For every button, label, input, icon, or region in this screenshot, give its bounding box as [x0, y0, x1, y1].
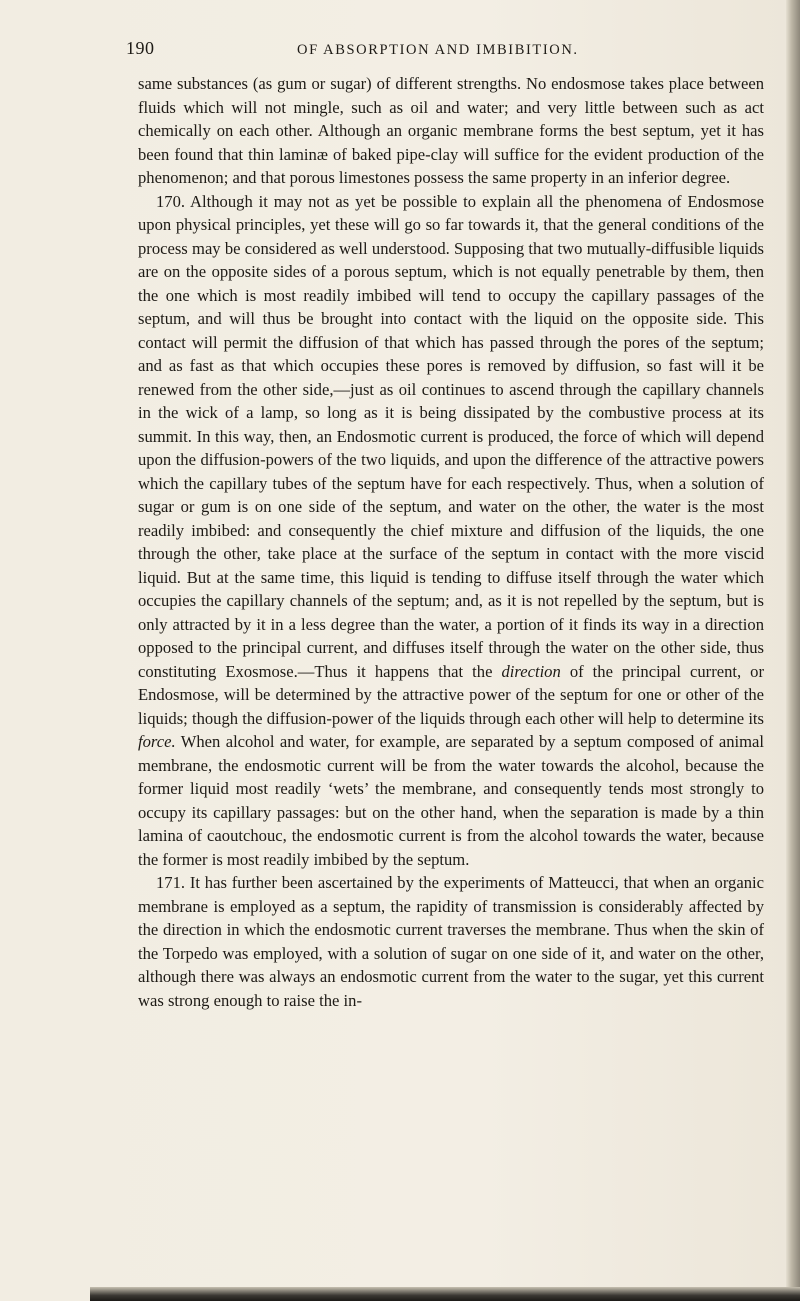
paragraph-text: Although it may not as yet be possible to explain all the phenomena of Endosmose upon physical principles, yet these will go so far towards it, that the general conditions of the process may be considered as well understood. Supposing that two mutually-diffusible liquids are on the opposite sides of a porous septum, which is not equally penetrable by them, then the one which is most readily imbibed will tend to occupy the capillary passages of the septum, and will thus be brought into contact with the liquid on the opposite side. This contact will permit the diffusion of that which has passed through the pores of the septum; and as fast as that which occupies these pores is removed by diffusion, so fast will it be renewed from the other side,—just as oil continues to ascend through the capillary channels in the wick of a lamp, so long as it is being dissipated by the combustive process at its summit. In this way, then, an Endosmotic current is produced, the force of which will depend upon the diffusion-powers of the two liquids, and upon the difference of the attractive powers which the capillary tubes of the septum have for each respectively. Thus, when a solution of sugar or gum is on one side of the septum, and water on the other, the water is the most readily imbibed: and consequently the chief mixture and diffusion of the liquids, the one through the other, take place at the surface of the septum in contact with the more viscid liquid. But at the same time, this liquid is tending to diffuse itself through the water which occupies the capillary channels of the septum; and, as it is not repelled by the septum, but is only attracted by it in a less degree than the water, a portion of it finds its way in a direction opposed to the principal current, and diffuses itself through the water on the other side, thus constituting Exosmose.—Thus it happens that the	[138, 191, 764, 681]
running-head: OF ABSORPTION AND IMBIBITION.	[297, 42, 579, 58]
body-text	[138, 72, 764, 1012]
section-number: 171.	[156, 873, 186, 892]
section-number: 170.	[156, 191, 186, 211]
page-bottom-shadow	[90, 1287, 800, 1301]
page-header	[126, 38, 766, 62]
paragraph-text: same substances (as gum or sugar) of different strengths. No endosmose takes place between fluids which will not mingle, such as oil and water; and very little between such as act chemically on each other. Although an organic membrane forms the best septum, yet it has been found that thin laminæ of baked pipe-clay will suffice for the evident production of the phenomenon; and that porous limestones possess the same property in an inferior degree.	[138, 74, 764, 187]
paragraph-170	[138, 190, 764, 872]
italic-word: direction	[501, 661, 561, 681]
paragraph-text: It has further been ascertained by the experiments of Matteucci, that when an organic membrane is employed as a septum, the rapidity of transmission is considerably affected by the direction in which the endosmotic current traverses the membrane. Thus when the skin of the Torpedo was employed, with a solution of sugar on one side of it, and water on the other, although there was always an endosmotic current from the water to the sugar, yet this current was strong enough to raise the in-	[138, 873, 764, 1010]
paragraph-text: of the principal current, or Endosmose, will be determined by the attractive power of the septum for one or other of the liquids; though the diffusion-power of the liquids through each other will help to determine its	[138, 661, 765, 728]
italic-word: force.	[138, 732, 176, 751]
page-number: 190	[126, 38, 155, 58]
paragraph-171	[138, 871, 764, 1012]
page-edge-shadow	[786, 0, 800, 1301]
paragraph-continued	[138, 72, 764, 190]
paragraph-text: When alcohol and water, for example, are separated by a septum composed of animal membrane, the endosmotic current will be from the water towards the alcohol, because the former liquid most readily ‘wets’ the membrane, and consequently tends most strongly to occupy its capillary passages: but on the other hand, when the separation is made by a thin lamina of caoutchouc, the endosmotic current is from the alcohol towards the water, because the former is most readily imbibed by the septum.	[138, 732, 764, 869]
